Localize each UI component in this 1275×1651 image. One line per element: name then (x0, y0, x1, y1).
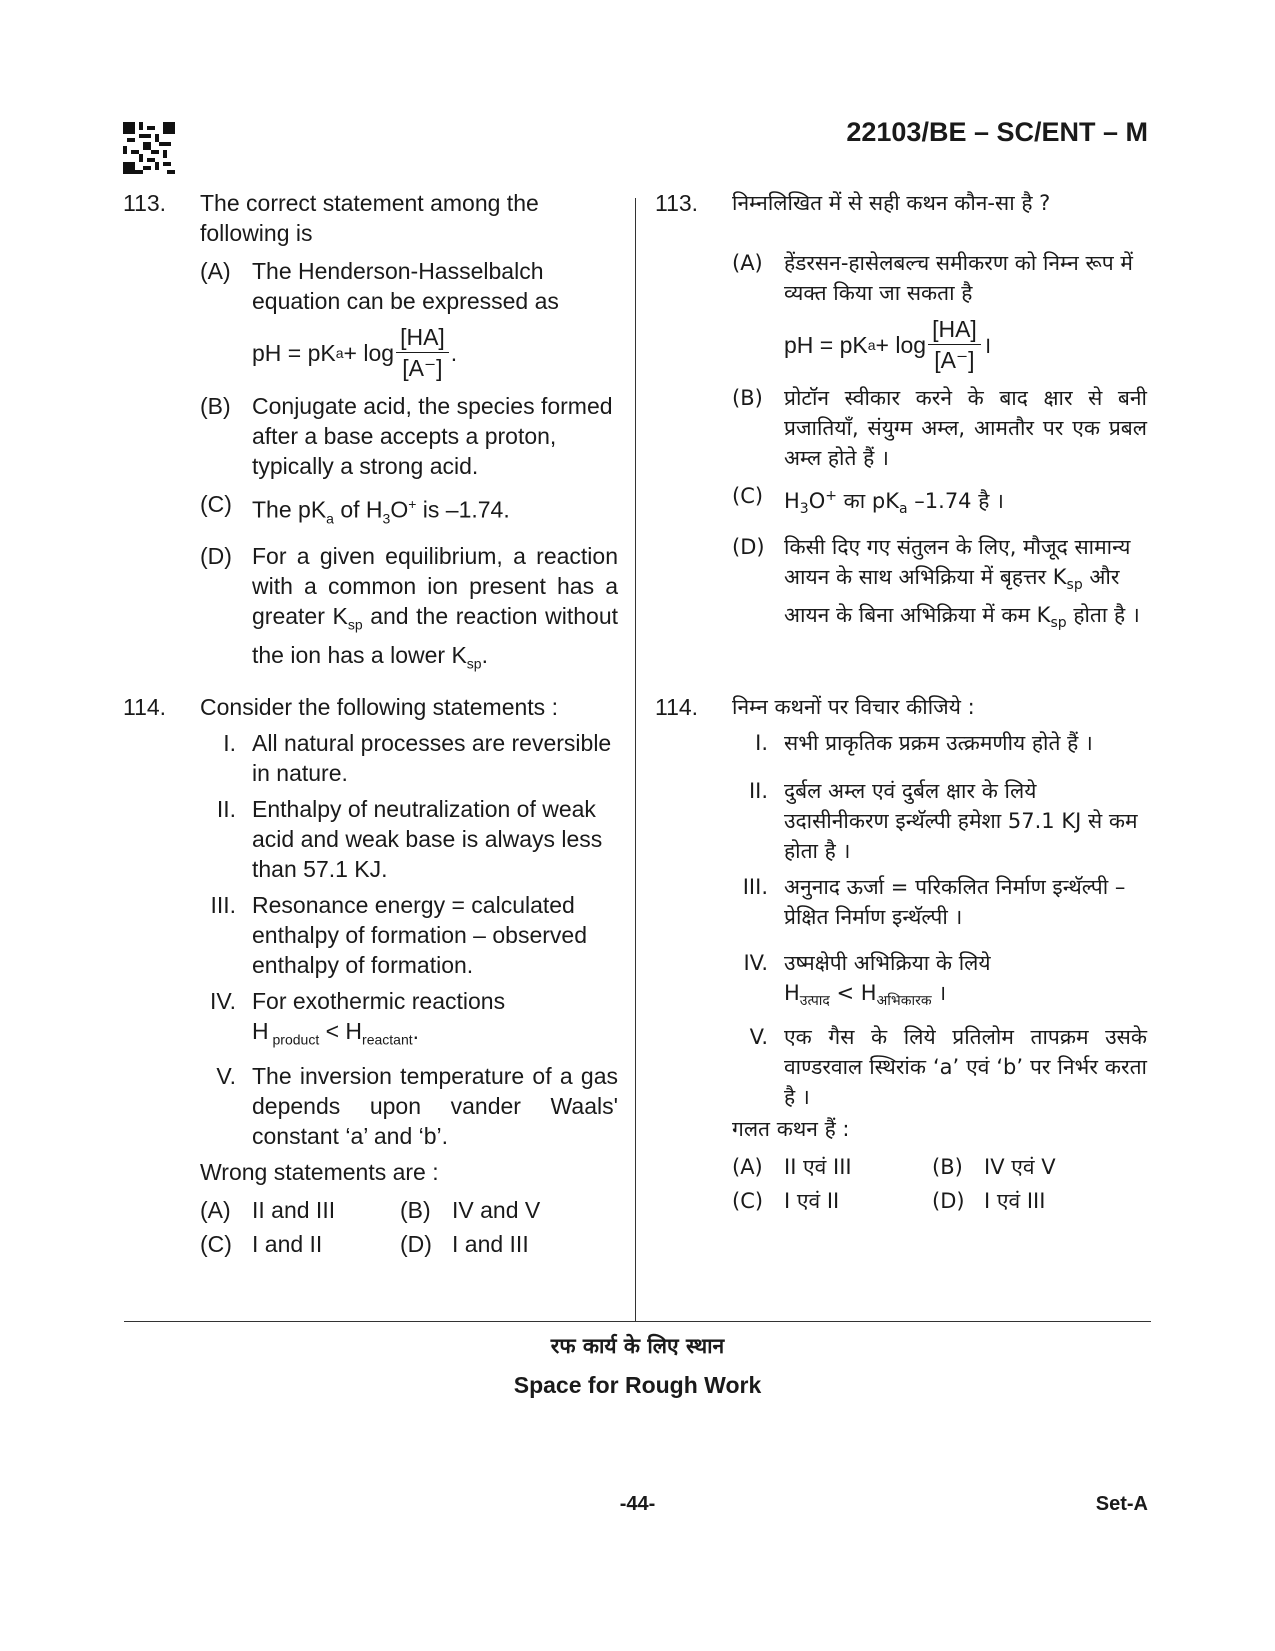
henderson-formula (252, 322, 618, 383)
formula-sub: a (335, 344, 344, 361)
option-a (732, 248, 1147, 375)
answer-options (200, 1195, 618, 1259)
option-text (784, 532, 1147, 638)
statement-text: Enthalpy of neutralization of weak acid and weak base is always less than 57.1 KJ. (252, 796, 603, 882)
statement-iv (732, 948, 1147, 1016)
statement-label: II. (216, 796, 236, 822)
statement-text: अनुनाद ऊर्जा = परिकलित निर्माण इन्थॅल्पी – प्रेक्षित निर्माण इन्थॅल्पी । (784, 875, 1126, 929)
statement-v (200, 1061, 618, 1151)
text-part: For a given equilibrium, a reaction with a common ion present has a greater K (252, 543, 618, 630)
answer-d[interactable] (400, 1229, 640, 1259)
question-114-en (123, 692, 618, 1259)
text-part: । (931, 981, 947, 1005)
text-part: The pK (252, 496, 327, 523)
subscript: product (268, 1031, 320, 1048)
text-part: < H (829, 981, 877, 1005)
text-part: O (390, 496, 409, 523)
statement-iii (732, 872, 1147, 932)
answer-text: I and III (452, 1230, 529, 1257)
answer-text: IV and V (452, 1196, 541, 1223)
answer-text: IV एवं V (984, 1155, 1056, 1180)
option-b (732, 383, 1147, 473)
option-label: (B) (200, 393, 231, 419)
option-text: हेंडरसन-हासेलबल्च समीकरण को निम्न रूप में व्यक्त किया जा सकता है (784, 251, 1133, 305)
statement-iv (200, 986, 618, 1055)
answer-label: (C) (732, 1189, 764, 1214)
formula-lhs: pH = pK (784, 331, 868, 358)
statement-ii (200, 794, 618, 884)
option-text: The Henderson-Hasselbalch equation can be expressed as (252, 258, 559, 314)
text-part: किसी दिए गए संतुलन के लिए, मौजूद सामान्य आयन के साथ अभिक्रिया में बृहत्तर K (784, 535, 1131, 590)
option-d (200, 541, 618, 678)
answer-b[interactable] (400, 1195, 640, 1225)
option-text (784, 481, 1147, 524)
answer-c[interactable] (200, 1229, 400, 1259)
answer-d[interactable] (932, 1186, 1172, 1216)
question-113-en (123, 188, 618, 678)
question-number: 114. (655, 694, 699, 720)
subscript: reactant (362, 1031, 413, 1048)
subscript: a (326, 510, 334, 527)
text-part: and the reaction without the ion has a lower K (252, 603, 619, 668)
option-label: (A) (200, 258, 231, 284)
fraction (928, 314, 981, 375)
statement-text: For exothermic reactions (252, 988, 506, 1014)
answer-label: (C) (200, 1230, 232, 1257)
answer-a[interactable] (732, 1152, 932, 1182)
text-part: H (784, 489, 800, 513)
statement-label: IV. (743, 951, 768, 975)
option-c (732, 481, 1147, 524)
option-label: (D) (732, 535, 765, 560)
formula-lhs: pH = pK (252, 339, 336, 366)
subscript: 3 (799, 501, 809, 518)
option-c (200, 489, 618, 533)
statement-label: I. (755, 731, 768, 755)
statement-label: IV. (209, 988, 236, 1014)
statement-ii (732, 776, 1147, 866)
page-number: -44- (619, 1493, 656, 1515)
fraction-numerator: [HA] (396, 322, 449, 353)
formula-sub: a (867, 336, 876, 353)
statement-text: सभी प्राकृतिक प्रक्रम उत्क्रमणीय होते हैं । (784, 731, 1093, 755)
subscript: अभिकारक (876, 993, 932, 1010)
formula-log: + log (875, 331, 927, 358)
statement-iii (200, 890, 618, 980)
fraction-denominator: [A⁻] (934, 347, 975, 373)
option-label: (C) (200, 491, 232, 517)
question-stem: The correct statement among the following is (200, 190, 539, 246)
statement-i (200, 728, 618, 788)
option-text (252, 489, 618, 533)
formula-log: + log (343, 339, 395, 366)
fraction-numerator: [HA] (928, 314, 981, 345)
answer-a[interactable] (200, 1195, 400, 1225)
statement-label: II. (748, 779, 768, 803)
answer-options (732, 1152, 1147, 1216)
option-label: (A) (732, 251, 763, 275)
question-number: 113. (123, 190, 167, 216)
statement-v (732, 1022, 1147, 1112)
statement-text: एक गैस के लिये प्रतिलोम तापक्रम उसके वाण्डरवाल स्थिरांक ‘a’ एवं ‘b’ पर निर्भर करता है । (784, 1025, 1147, 1110)
answer-c[interactable] (732, 1186, 932, 1216)
answer-label: (B) (400, 1196, 431, 1223)
text-part: H (252, 1018, 269, 1044)
answer-label: (D) (400, 1230, 432, 1257)
subscript: उत्पाद (799, 993, 830, 1010)
rough-work-hindi: रफ कार्य के लिए स्थान (550, 1334, 725, 1358)
option-label: (D) (200, 543, 232, 570)
sub-question: Wrong statements are : (200, 1158, 439, 1185)
option-a (200, 256, 618, 383)
statement-label: V. (749, 1025, 768, 1050)
subscript: sp (347, 616, 363, 633)
subscript: sp (1050, 615, 1067, 632)
text-part: H (784, 981, 800, 1005)
answer-label: (A) (732, 1155, 763, 1180)
fraction-denominator: [A⁻] (402, 355, 443, 381)
text-part: और आयन के बिना अभिक्रिया में कम K (784, 565, 1120, 628)
subscript: sp (466, 655, 482, 672)
statement-text: उष्मक्षेपी अभिक्रिया के लिये (784, 951, 991, 975)
answer-label: (A) (200, 1196, 231, 1223)
statement-text: दुर्बल अम्ल एवं दुर्बल क्षार के लिये उदासीनीकरण इन्थॅल्पी हमेशा 57.1 KJ से कम होता है । (784, 779, 1138, 863)
statement-text: The inversion temperature of a gas depends upon vander Waals' constant ‘a’ and ‘b’. (252, 1062, 618, 1149)
answer-text: II and III (252, 1196, 336, 1223)
option-text: Conjugate acid, the species formed after a base accepts a proton, typically a strong acid. (252, 393, 613, 479)
answer-b[interactable] (932, 1152, 1172, 1182)
answer-text: I and II (252, 1230, 323, 1257)
text-part: होता है । (1066, 603, 1140, 628)
superscript: + (408, 496, 417, 512)
henderson-formula (784, 314, 1147, 375)
question-stem: Consider the following statements : (200, 694, 558, 720)
paper-code: 22103/BE – SC/ENT – M (846, 117, 1148, 147)
statement-label: I. (223, 730, 236, 756)
text-part: < H (319, 1018, 363, 1044)
text-part: O (808, 489, 826, 513)
statement-text: Resonance energy = calculated enthalpy of formation – observed enthalpy of formation. (252, 892, 587, 978)
text-part: का pK (836, 489, 900, 513)
option-label: (B) (732, 386, 763, 410)
option-text: प्रोटॉन स्वीकार करने के बाद क्षार से बनी प्रजातियाँ, संयुग्म अम्ल, आमतौर पर एक प्रबल अम्ल होते हैं । (784, 386, 1147, 470)
statement-label: III. (742, 875, 768, 899)
qr-code (123, 122, 175, 174)
text-part: . (412, 1018, 420, 1044)
text-part: is –1.74. (416, 496, 510, 523)
statement-label: V. (216, 1062, 236, 1089)
answer-label: (B) (932, 1155, 963, 1180)
statement-i (732, 728, 1147, 758)
subscript: a (899, 501, 908, 518)
fraction (396, 322, 449, 383)
subscript: 3 (382, 510, 391, 527)
question-number: 114. (123, 694, 167, 720)
enthalpy-inequality (252, 1016, 618, 1055)
option-d (732, 532, 1147, 638)
question-stem: निम्नलिखित में से सही कथन कौन-सा है ? (732, 191, 1051, 215)
text-part: of H (333, 496, 383, 523)
formula-tail: । (982, 331, 992, 358)
question-number: 113. (655, 190, 699, 216)
sub-question: गलत कथन हैं : (732, 1117, 850, 1142)
text-part: . (481, 641, 488, 668)
answer-label: (D) (932, 1189, 965, 1214)
formula-tail: . (450, 339, 458, 366)
option-label: (C) (732, 484, 764, 508)
superscript: + (825, 488, 837, 504)
subscript: sp (1066, 577, 1083, 594)
question-stem: निम्न कथनों पर विचार कीजिये : (732, 695, 975, 719)
statement-label: III. (210, 892, 236, 918)
question-114-hi (655, 692, 1147, 1216)
enthalpy-inequality (784, 978, 1147, 1016)
option-text (252, 541, 618, 678)
column-divider (635, 198, 636, 1322)
option-b (200, 391, 618, 481)
answer-text: I एवं III (984, 1189, 1046, 1214)
rough-work-english: Space for Rough Work (513, 1372, 762, 1398)
set-label: Set-A (1095, 1493, 1148, 1515)
question-113-hi (655, 188, 1147, 639)
text-part: –1.74 है । (907, 489, 1005, 513)
answer-text: I एवं II (784, 1189, 840, 1214)
answer-text: II एवं III (784, 1155, 852, 1180)
bottom-rule (124, 1321, 1151, 1322)
statement-text: All natural processes are reversible in nature. (252, 730, 612, 786)
